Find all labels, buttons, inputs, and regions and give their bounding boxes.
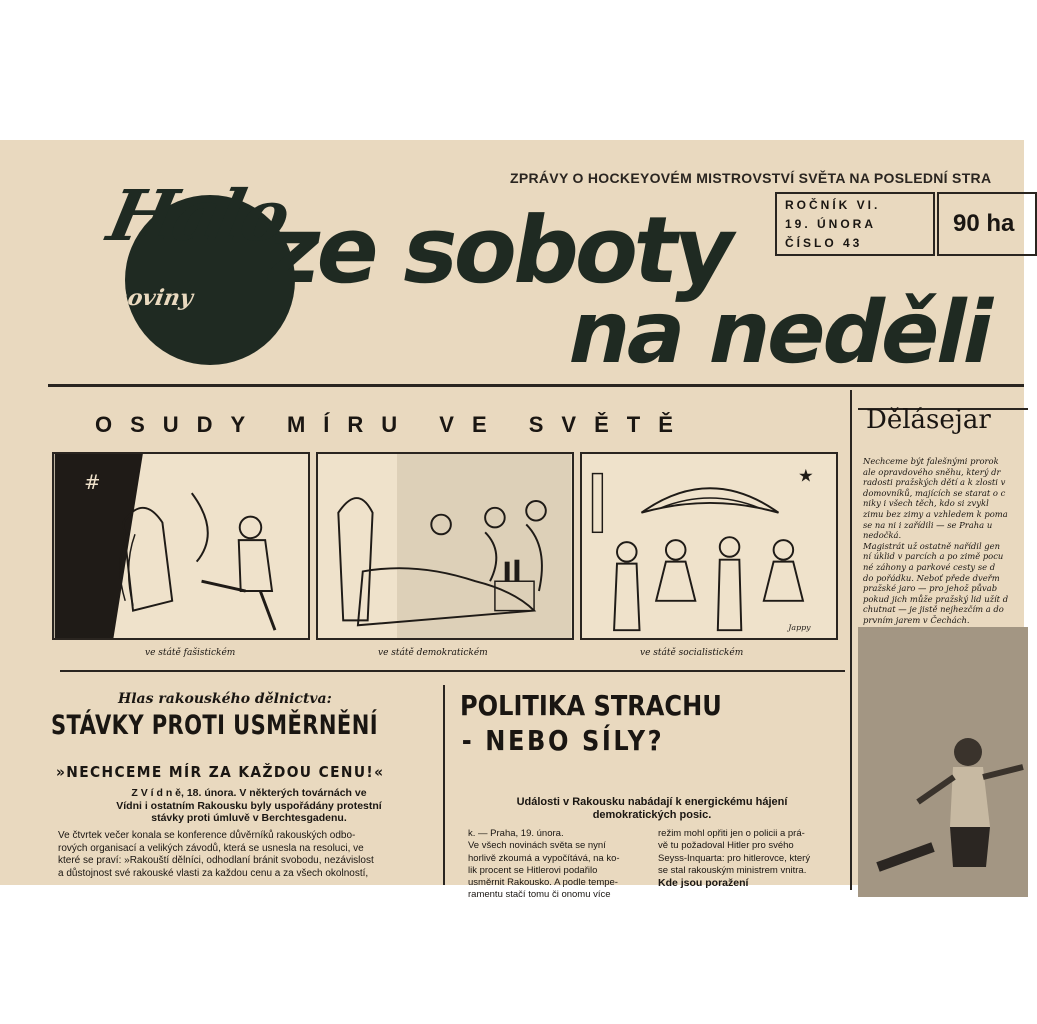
left-article-subhead: »NECHCEME MÍR ZA KAŽDOU CENU!«: [56, 763, 385, 781]
left-article-headline: STÁVKY PROTI USMĚRNĚNÍ: [51, 710, 378, 741]
center-article-dek: Události v Rakousku nabádají k energickému hájení demokratických posic.: [516, 796, 788, 821]
left-article-lead: Z V í d n ě, 18. února. V některých továrnách ve Vídni i ostatním Rakousku byly uspořádány protestní stávky proti úmluvě v Berchtesgadenu.: [116, 787, 382, 825]
caption-democratic: ve státě demokratickém: [378, 648, 488, 658]
cartoon-panel-democratic: [316, 452, 574, 640]
logo-subtitle: noviny: [109, 285, 195, 311]
cartoon-panel-fascist: [52, 452, 310, 640]
issue-date: 19. ÚNORA: [785, 217, 877, 231]
cartoon-heading: OSUDY MÍRU VE SVĚTĚ: [95, 412, 691, 437]
cartoon-signature: Jappy: [788, 623, 811, 633]
masthead-rule: [48, 384, 1024, 387]
masthead-title-line2: na neděli: [559, 283, 1002, 383]
left-article-kicker: Hlas rakouského dělnictva:: [118, 691, 332, 707]
cartoon-socialist-illustration: [582, 454, 836, 638]
sidebar-title: Dělásejar: [866, 405, 991, 435]
sidebar-column-rule: [850, 390, 852, 890]
svg-text:★: ★: [798, 465, 814, 486]
issue-volume: ROČNÍK VI.: [785, 198, 881, 212]
sidebar-body: Nechceme být falešnými prorok ale opravdového sněhu, který dr radosti pražských dětí a k zlosti v domovníků, majících se starat o c niky i všech těch, kdo si zvykl zimu bez zimy a vzhledem k poma se na ni i zařídili — se Praha u nedočká. Magistrát už ostatně nařídil gen ní úklid v parcích a po zimě pocu né záhony a parkové cesty se d do pořádku. Neboť předе dveřm pražské jaro — pro jehož půvab pokud jich může pražský lid užít d chutnat — je jistě nejhezčím a do prvním jarem v Čechách.: [863, 456, 1009, 625]
center-article-col1: k. — Praha, 19. února. Ve všech novinách světa se nyní horlivě zkoumá a vypočítává, na ko- lik procent se Hitlerovi podařilo usměrnit Rakousko. A podle tempe- ramentu stačí tomu či onomu více: [468, 828, 620, 901]
cartoon-democratic-illustration: [318, 454, 572, 638]
logo-wordmark: Halo: [101, 174, 296, 257]
top-banner: ZPRÁVY O HOCKEYOVÉM MISTROVSTVÍ SVĚTA NA POSLEDNÍ STRA: [510, 170, 992, 186]
left-article-body: Ve čtvrtek večer konala se konference důvěrníků rakouských odbo- rových organisací a velikých závodů, která se usnesla na resoluci, ve které se praví: »Rakouští dělníci, odhodlaní bránit svobodu, nezávislost a důstojnost své rakouské vlasti za každou cenu a za všech okolností,: [58, 830, 374, 879]
issue-info-box: [775, 192, 935, 256]
cartoon-fascist-illustration: [54, 454, 308, 638]
issue-number: ČÍSLO 43: [785, 236, 863, 250]
newspaper-page: [0, 140, 1024, 901]
center-article-headline: [460, 688, 722, 758]
center-headline-line2: - NEBO SÍLY?: [461, 724, 665, 757]
center-article-col2: režim mohl opřiti jen o policii a prá- vě tu požadoval Hitler pro svého Seyss-Inquarta: pro hitlerovce, který se stal rakouským ministrem vnitra.: [658, 828, 811, 876]
sports-photo: [858, 627, 1028, 897]
caption-fascist: ve státě fašistickém: [145, 648, 236, 658]
center-article-subhead: Kde jsou poražení: [658, 877, 749, 889]
svg-text:#: #: [84, 471, 101, 495]
center-headline-line1: POLITIKA STRACHU: [460, 689, 722, 722]
cartoon-panel-socialist: [580, 452, 838, 640]
masthead-title-line1: ze soboty: [258, 197, 741, 304]
price-box: 90 ha: [937, 192, 1037, 256]
caption-socialist: ve státě socialistickém: [640, 648, 744, 658]
cartoon-rule: [60, 670, 845, 672]
